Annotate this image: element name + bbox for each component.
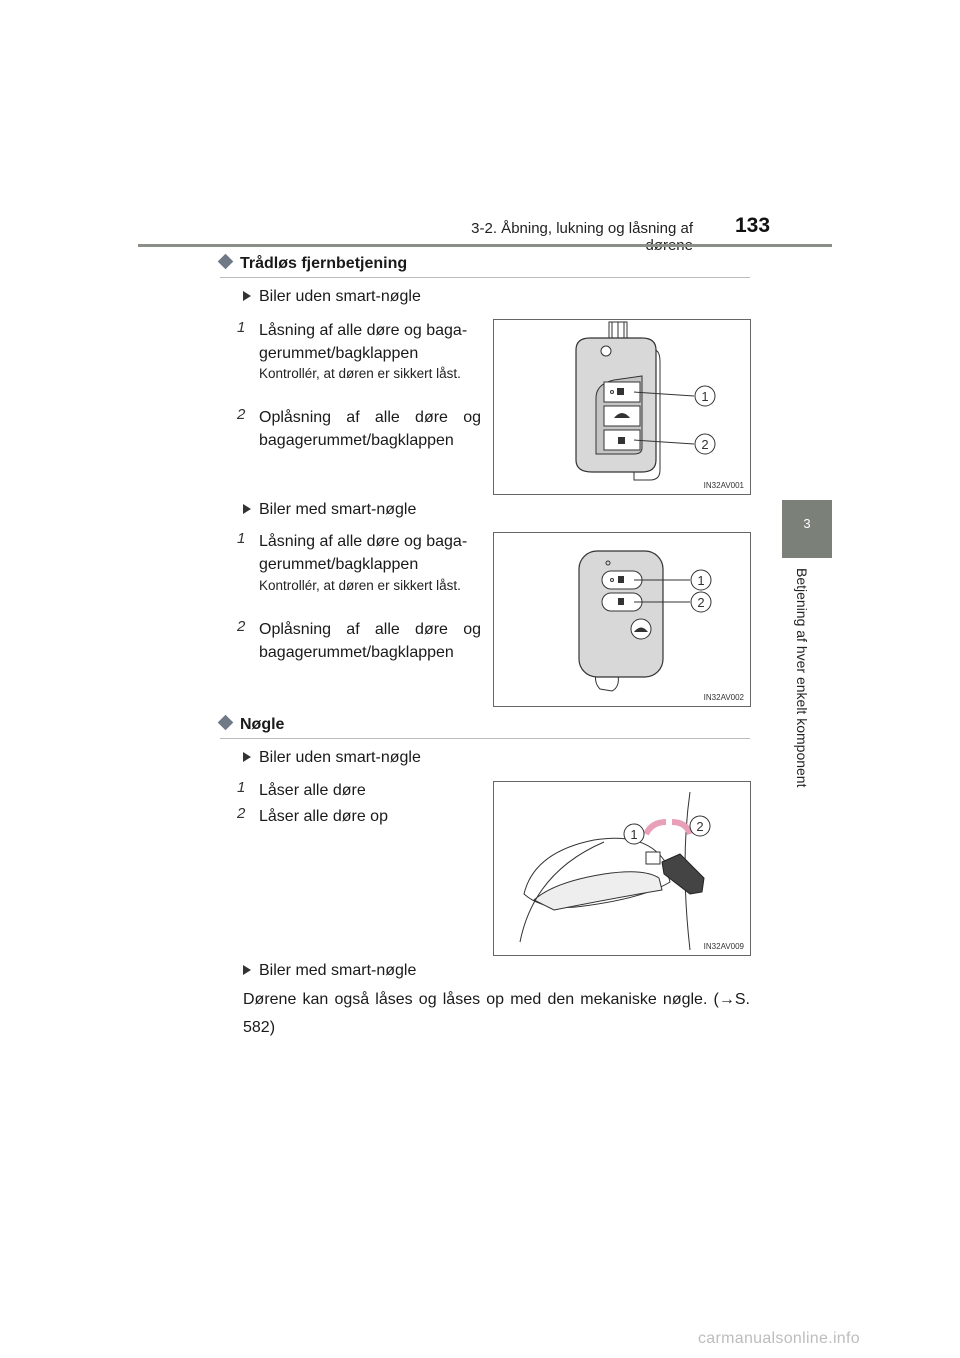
smart-key-illustration [494, 533, 750, 706]
item-note: Kontrollér, at døren er sikkert låst. [259, 366, 461, 381]
footer-watermark: carmanualsonline.info [698, 1330, 860, 1347]
chapter-title-vertical [788, 568, 810, 796]
body-paragraph: Dørene kan også låses og låses op med den mekaniske nøgle. (→S. 582) [243, 991, 750, 1036]
section-rule [220, 277, 750, 278]
figure-code: IN32AV009 [703, 942, 744, 951]
subsection-label: Biler med smart-nøgle [243, 962, 416, 980]
section-title-remote [220, 255, 407, 273]
item-text: Oplåsning af alle døre og bagagerummet/bagklappen [259, 409, 481, 449]
item-number: 2 [237, 406, 246, 423]
section-title-text: Nøgle [240, 716, 285, 733]
callout-2: 2 [696, 819, 704, 834]
page-number: 133 [735, 214, 771, 237]
diamond-bullet-icon [218, 715, 234, 731]
header-rule [138, 244, 832, 247]
door-key-illustration [494, 782, 750, 955]
figure-door-key [493, 781, 751, 956]
callout-1: 1 [701, 389, 709, 404]
item-number: 1 [237, 530, 246, 547]
item-text: Oplåsning af alle døre og bagagerummet/bagklappen [259, 621, 481, 661]
item-text: Låser alle døre op [259, 808, 388, 825]
section-title-key [220, 716, 284, 734]
triangle-bullet-icon [243, 752, 251, 762]
figure-remote-key [493, 319, 751, 495]
diamond-bullet-icon [218, 254, 234, 270]
item-number: 1 [237, 779, 246, 796]
item-text: Låser alle døre [259, 782, 366, 799]
callout-1: 1 [630, 827, 638, 842]
header-section-title: 3-2. Åbning, lukning og låsning af [471, 220, 693, 237]
section-rule [220, 738, 750, 739]
callout-1: 1 [697, 573, 705, 588]
figure-code: IN32AV002 [703, 693, 744, 702]
item-text: Låsning af alle døre og baga-gerummet/bagklappen [259, 322, 468, 362]
triangle-bullet-icon [243, 291, 251, 301]
figure-code: IN32AV001 [703, 481, 744, 490]
remote-key-illustration [494, 320, 750, 494]
subsection-label: Biler uden smart-nøgle [243, 749, 421, 767]
subsection-label: Biler uden smart-nøgle [243, 288, 421, 306]
triangle-bullet-icon [243, 504, 251, 514]
chapter-number: 3 [803, 516, 811, 531]
callout-2: 2 [697, 595, 705, 610]
section-title-text: Trådløs fjernbetjening [240, 255, 408, 272]
item-number: 1 [237, 319, 246, 336]
item-text: Låsning af alle døre og baga-gerummet/bagklappen [259, 533, 468, 573]
callout-2: 2 [701, 437, 709, 452]
item-number: 2 [237, 805, 246, 822]
chapter-title-text: Betjening af hver enkelt komponent [794, 568, 810, 788]
triangle-bullet-icon [243, 965, 251, 975]
subsection-label: Biler med smart-nøgle [243, 501, 416, 519]
item-note: Kontrollér, at døren er sikkert låst. [259, 578, 461, 593]
figure-smart-key [493, 532, 751, 707]
item-number: 2 [237, 618, 246, 635]
